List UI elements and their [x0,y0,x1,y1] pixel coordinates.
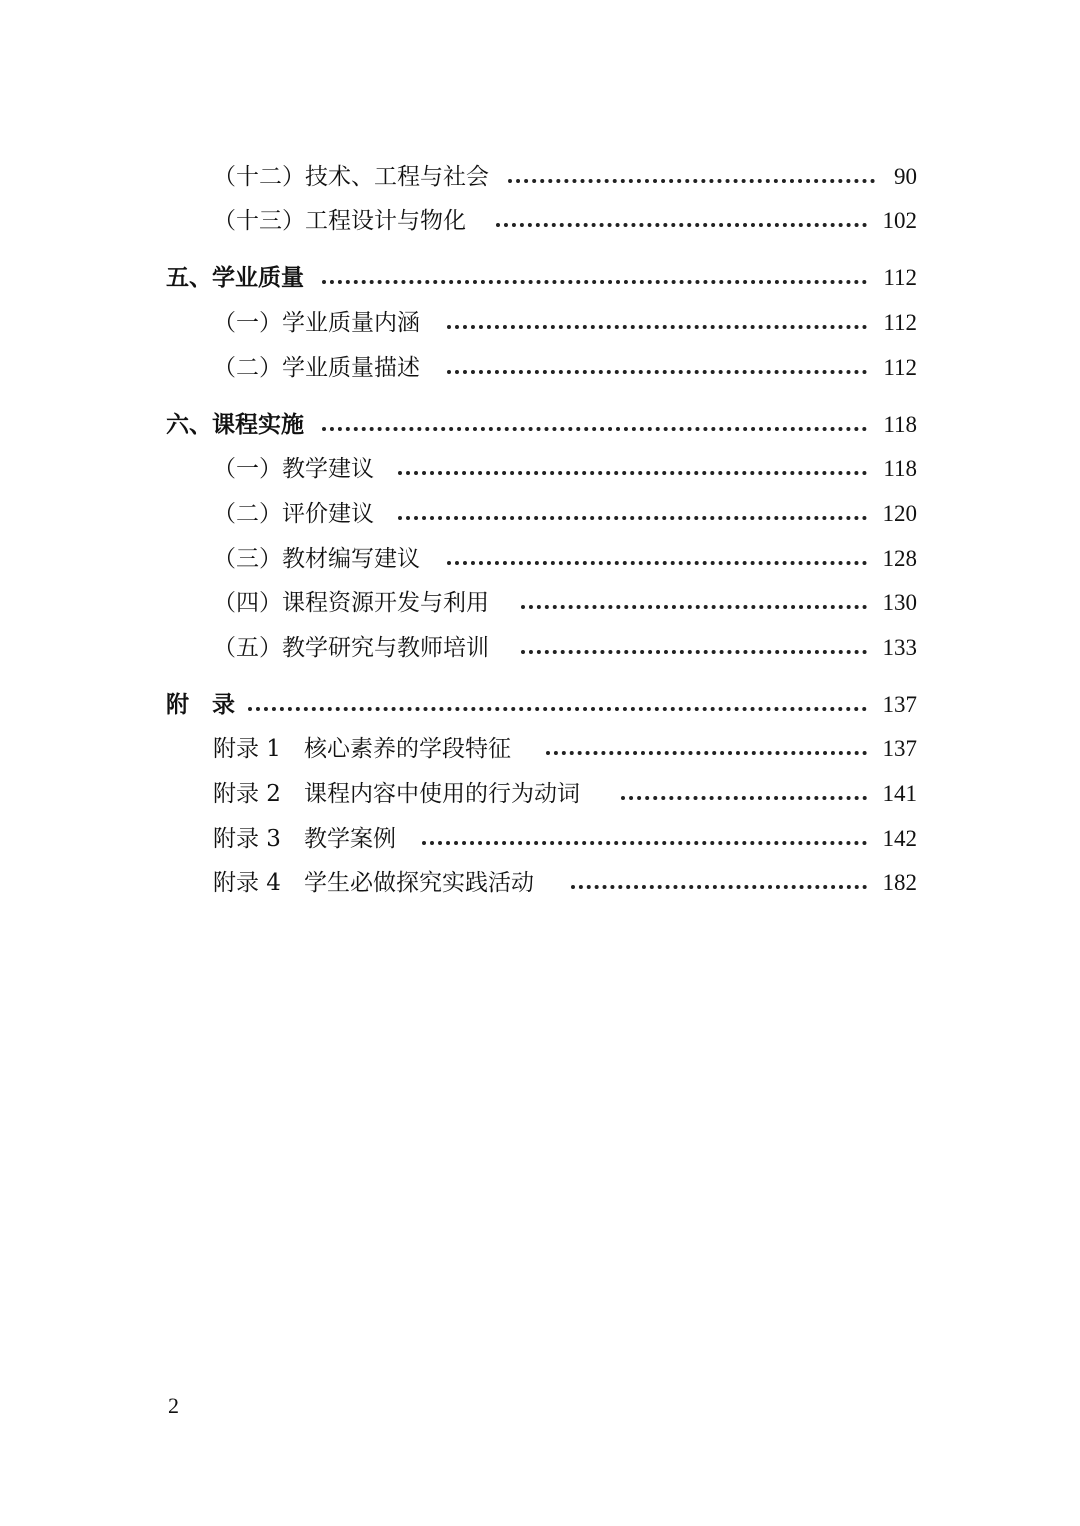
toc-row [0,628,1080,668]
toc-entry-page: 112 [883,355,917,380]
toc-entry-page: 137 [882,736,917,761]
toc-entry-page: 130 [882,590,917,615]
page-number: 2 [168,1393,179,1418]
toc-row [0,685,1080,725]
toc-entry-title: （一）学业质量内涵 [213,303,420,343]
dot-leader [546,747,867,755]
toc-entry-page: 112 [883,310,917,335]
toc-row [0,157,1080,197]
toc-row [0,774,1080,814]
dot-leader [447,557,867,565]
toc-entry-title: （五）教学研究与教师培训 [213,628,489,668]
dot-leader [621,792,867,800]
toc-row [0,348,1080,388]
dot-leader [322,276,867,284]
dot-leader [571,881,867,889]
toc-row [0,405,1080,445]
dot-leader [496,219,867,227]
dot-leader [447,321,867,329]
toc-entry-title: （三）教材编写建议 [213,539,420,579]
toc-section-title: 五、学业质量 [166,258,304,298]
dot-leader [422,837,867,845]
toc-section-title: 附 录 [166,685,235,725]
toc-entry-page: 102 [882,208,917,233]
toc-entry-page: 112 [883,265,917,290]
toc-row [0,819,1080,859]
toc-entry-page: 137 [882,692,917,717]
dot-leader [398,512,867,520]
toc-entry-page: 141 [882,781,917,806]
dot-leader [508,175,875,183]
toc-row [0,258,1080,298]
toc-entry-title: 附录 4 学生必做探究实践活动 [213,863,534,903]
toc-entry-title: 附录 3 教学案例 [213,819,396,859]
toc-entry-title: （二）评价建议 [213,494,374,534]
toc-entry-page: 90 [894,164,917,189]
dot-leader [447,366,867,374]
toc-entry-page: 142 [882,826,917,851]
toc-row [0,449,1080,489]
toc-section-title: 六、课程实施 [166,405,304,445]
dot-leader [521,646,867,654]
toc-entry-title: （一）教学建议 [213,449,374,489]
toc-entry-page: 128 [882,546,917,571]
dot-leader [521,601,867,609]
toc-entry-page: 182 [882,870,917,895]
toc-entry-title: 附录 1 核心素养的学段特征 [213,729,511,769]
toc-row [0,539,1080,579]
toc-entry-page: 118 [883,456,917,481]
toc-row [0,863,1080,903]
toc-row [0,729,1080,769]
toc-row [0,494,1080,534]
toc-row [0,201,1080,241]
toc-entry-title: （四）课程资源开发与利用 [213,583,489,623]
toc-row [0,583,1080,623]
dot-leader [398,467,867,475]
toc-entry-title: 附录 2 课程内容中使用的行为动词 [213,774,580,814]
toc-entry-title: （二）学业质量描述 [213,348,420,388]
toc-entry-title: （十三）工程设计与物化 [213,201,466,241]
toc-entry-page: 133 [882,635,917,660]
toc-row [0,303,1080,343]
toc-entry-title: （十二）技术、工程与社会 [213,157,489,197]
toc-entry-page: 120 [882,501,917,526]
dot-leader [322,423,867,431]
dot-leader [248,703,867,711]
toc-entry-page: 118 [883,412,917,437]
